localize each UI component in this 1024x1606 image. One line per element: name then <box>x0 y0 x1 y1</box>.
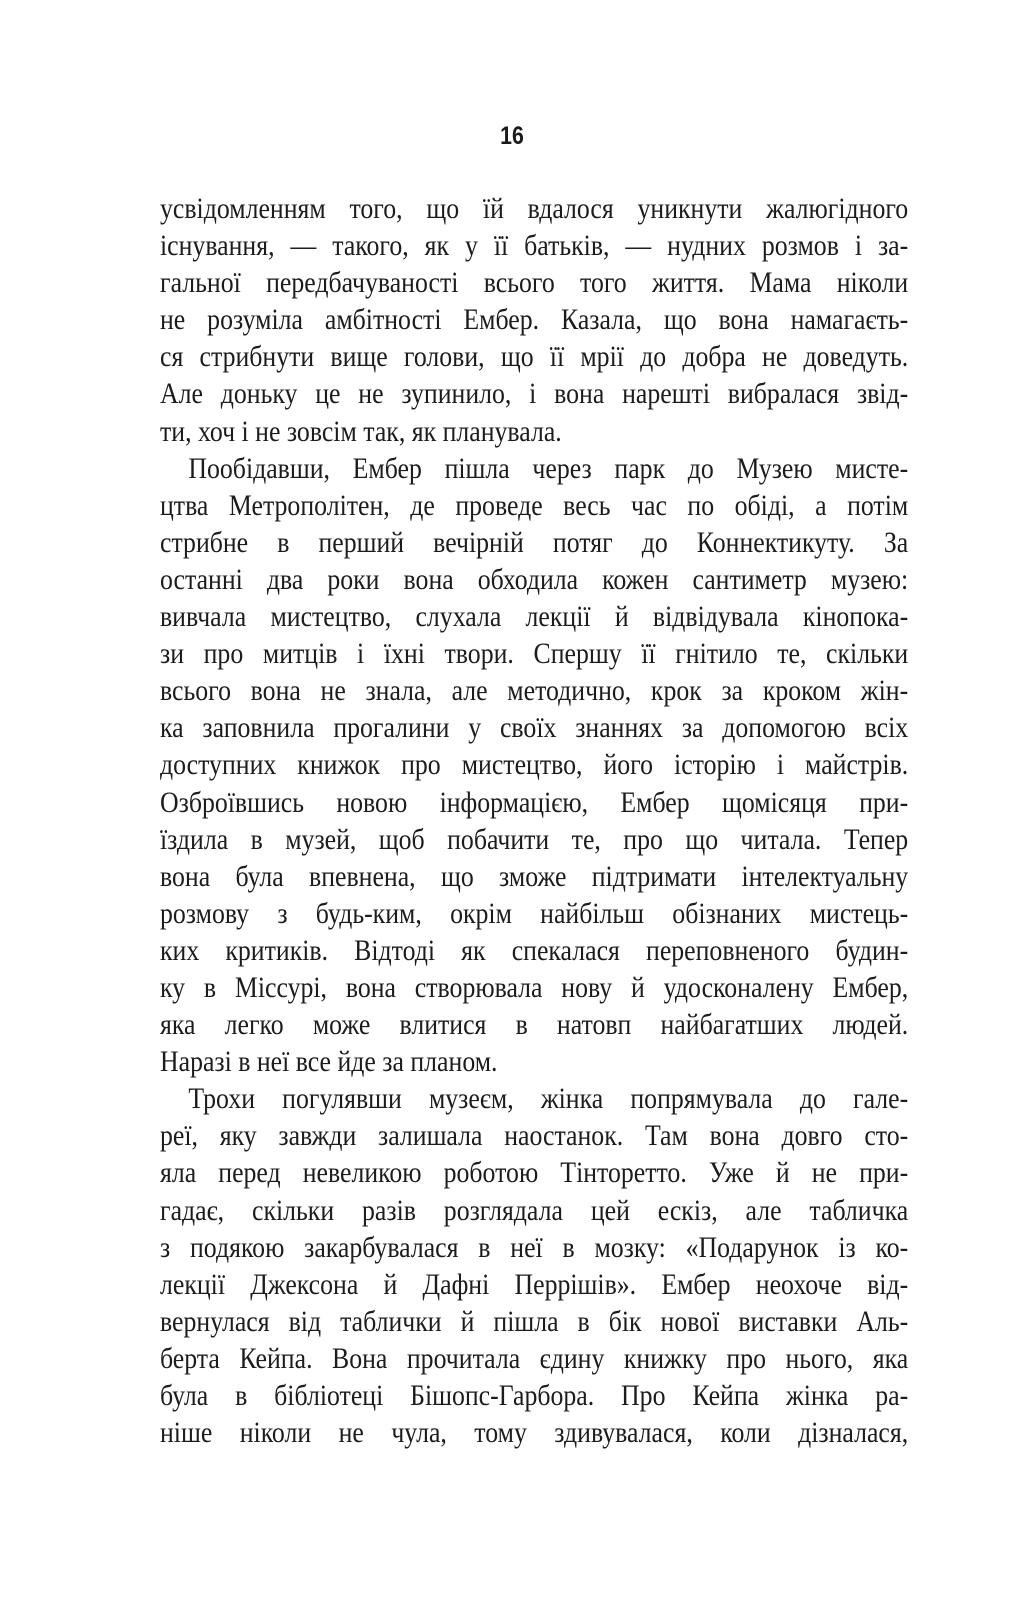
text-line: цтва Метрополітен, де проведе весь час по обіді, а потім <box>160 488 909 522</box>
text-line: берта Кейпа. Вона прочитала єдину книжку про нього, яка <box>160 1341 909 1375</box>
text-line: з подякою закарбувалася в неї в мозку: «Подарунок із ко- <box>160 1230 909 1264</box>
text-line: ти, хоч і не зовсім так, як планувала. <box>160 414 562 448</box>
text-line: ніше ніколи не чула, тому здивувалася, коли дізналася, <box>160 1416 909 1450</box>
text-line: вона була впевнена, що зможе підтримати інтелектуальну <box>160 859 909 893</box>
text-line: Трохи погулявши музеєм, жінка попрямувала до гале- <box>188 1082 909 1116</box>
text-line: яла перед невеликою роботою Тінторетто. Уже й не при- <box>160 1156 909 1190</box>
text-line: всього вона не знала, але методично, крок за кроком жін- <box>160 674 909 708</box>
paragraph <box>160 450 908 1081</box>
text-line: Але доньку це не зупинило, і вона нарешті вибралася звід- <box>160 377 909 411</box>
text-line: Наразі в неї все йде за планом. <box>160 1045 498 1079</box>
text-line: ких критиків. Відтоді як спекалася переповненого будин- <box>160 933 909 967</box>
text-line: доступних книжок про мистецтво, його історію і майстрів. <box>160 748 909 782</box>
text-line: зи про митців і їхні твори. Спершу її гнітило те, скільки <box>160 637 909 671</box>
body-text <box>160 190 908 1451</box>
text-line: Пообідавши, Ембер пішла через парк до Музею мисте- <box>188 451 909 485</box>
text-line: вивчала мистецтво, слухала лекції й відвідувала кінопока- <box>160 600 909 634</box>
text-line: стрибне в перший вечірній потяг до Коннектикуту. За <box>160 525 909 559</box>
text-line: лекції Джексона й Дафні Перрішів». Ембер неохоче від- <box>160 1267 909 1301</box>
text-line: не розуміла амбітності Ембер. Казала, що вона намагаєть- <box>160 303 909 337</box>
text-line: ся стрибнути вище голови, що її мрії до добра не доведуть. <box>160 340 909 374</box>
text-line: їздила в музей, щоб побачити те, про що читала. Тепер <box>160 822 909 856</box>
text-line: гальної передбачуваності всього того життя. Мама ніколи <box>160 266 909 300</box>
text-line: гадає, скільки разів розглядала цей ескіз, але табличка <box>160 1193 909 1227</box>
text-line: останні два роки вона обходила кожен сантиметр музею: <box>160 562 909 596</box>
text-line: ка заповнила прогалини у своїх знаннях за допомогою всіх <box>160 711 909 745</box>
paragraph <box>160 190 908 450</box>
text-line: розмову з будь-ким, окрім найбільш обізнаних мистець- <box>160 896 909 930</box>
text-line: вернулася від таблички й пішла в бік нової виставки Аль- <box>160 1304 909 1338</box>
text-line: усвідомленням того, що їй вдалося уникнути жалюгідного <box>160 192 909 225</box>
text-line: яка легко може влитися в натовп найбагатших людей. <box>160 1008 909 1042</box>
text-line: ку в Міссурі, вона створювала нову й удосконалену Ембер, <box>160 970 909 1004</box>
page-number: 16 <box>500 122 524 150</box>
text-line: була в бібліотеці Бішопс-Гарбора. Про Кейпа жінка ра- <box>160 1379 909 1412</box>
text-line: реї, яку завжди залишала наостанок. Там вона довго сто- <box>160 1119 909 1153</box>
paragraph <box>160 1080 908 1451</box>
text-line: існування, — такого, як у її батьків, — нудних розмов і за- <box>160 229 909 263</box>
text-line: Озброївшись новою інформацією, Ембер щомісяця при- <box>160 785 909 819</box>
